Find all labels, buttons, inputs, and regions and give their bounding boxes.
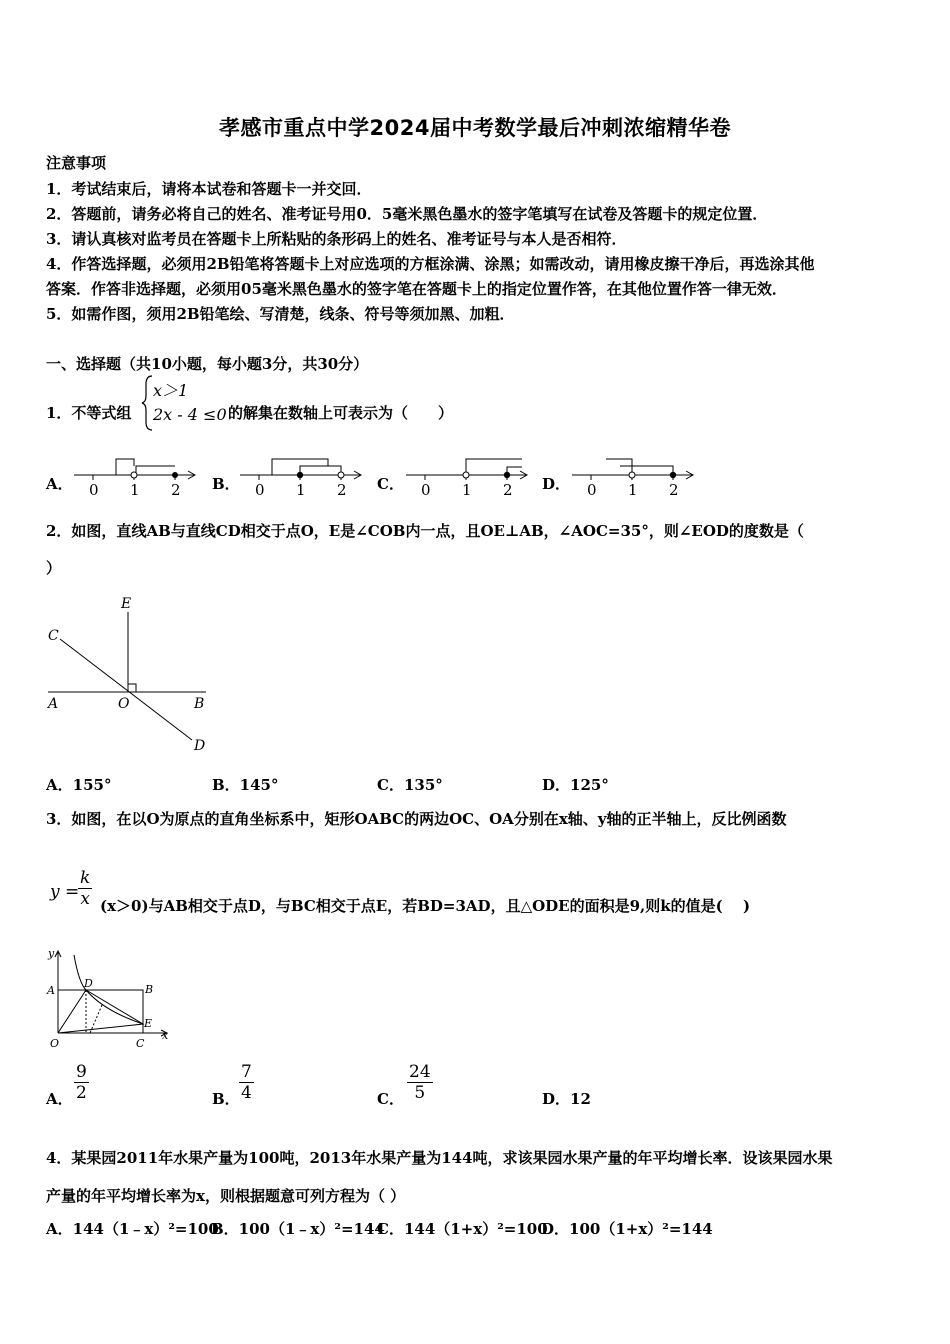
fraction-numerator: 7 xyxy=(241,1062,252,1082)
q3-text: 3．如图，在以O为原点的直角坐标系中，矩形OABC的两边OC、OA分别在x轴、y轴的正半轴上，反比例函数 xyxy=(46,810,787,828)
tick-label: 1 xyxy=(296,481,306,499)
tick-label: 0 xyxy=(89,481,99,499)
q3-formula-fraction xyxy=(78,868,92,909)
q3-option-label: A． xyxy=(46,1090,73,1108)
q3-formula-num: k xyxy=(80,868,91,888)
q1-numberline-d xyxy=(568,455,698,500)
q1-prefix: 1．不等式组 xyxy=(46,404,132,422)
q1-option-label: C． xyxy=(377,475,404,493)
page-title: 孝感市重点中学2024届中考数学最后冲刺浓缩精华卷 xyxy=(219,116,731,140)
tick-label: 0 xyxy=(421,481,431,499)
notice-item: 5．如需作图，须用2B铅笔绘、写清楚，线条、符号等须加黑、加粗． xyxy=(46,305,515,323)
tick-label: 2 xyxy=(669,481,679,499)
q3-formula-den: x xyxy=(78,888,92,909)
point-label: E xyxy=(121,596,132,612)
q3-option-b-fraction xyxy=(239,1062,254,1103)
point-label: A xyxy=(48,696,59,712)
fraction-denominator: 4 xyxy=(241,1083,252,1103)
point-label: O xyxy=(118,696,130,712)
notice-item: 3．请认真核对监考员在答题卡上所粘贴的条形码上的姓名、准考证号与本人是否相符． xyxy=(46,230,627,248)
q1-numberline-c xyxy=(402,455,532,500)
notice-item: 4．作答选择题，必须用2B铅笔将答题卡上对应选项的方框涂满、涂黑；如需改动，请用橡皮擦干净后，再选涂其他 xyxy=(46,255,815,273)
q1-suffix: 的解集在数轴上可表示为（ ） xyxy=(228,404,454,422)
point-label: D xyxy=(84,977,93,990)
q2-figure xyxy=(40,592,220,757)
q2-option: B．145° xyxy=(212,776,279,794)
point-label: O xyxy=(50,1037,60,1050)
point-label: B xyxy=(145,983,154,996)
tick-label: 0 xyxy=(587,481,597,499)
q1-option-label: A． xyxy=(46,475,73,493)
fraction-denominator: 5 xyxy=(407,1082,433,1103)
section-heading: 一、选择题（共10小题，每小题3分，共30分） xyxy=(46,355,369,373)
tick-label: 1 xyxy=(130,481,140,499)
q4-option: B．100（1﹣x）²=144 xyxy=(211,1220,385,1238)
q1-numberline-a xyxy=(70,455,200,500)
tick-label: 2 xyxy=(337,481,347,499)
point-label: D xyxy=(194,738,206,754)
q3-option-label: D．12 xyxy=(542,1090,591,1108)
q3-figure xyxy=(42,945,177,1055)
q3-option-label: C． xyxy=(377,1090,404,1108)
q2-option: C．135° xyxy=(377,776,443,794)
tick-label: 1 xyxy=(628,481,638,499)
point-label: x xyxy=(162,1029,169,1042)
q4-text-cont: 产量的年平均增长率为x，则根据题意可列方程为（ ） xyxy=(46,1187,406,1205)
q4-text: 4．某果园2011年水果产量为100吨，2013年水果产量为144吨，求该果园水果产量的年平均增长率．设该果园水果 xyxy=(46,1149,833,1167)
point-label: C xyxy=(48,628,59,644)
tick-label: 0 xyxy=(255,481,265,499)
fraction-denominator: 2 xyxy=(76,1083,87,1103)
q3-option-label: B． xyxy=(212,1090,240,1108)
notice-heading: 注意事项 xyxy=(46,154,107,172)
q4-option: D．100（1+x）²=144 xyxy=(541,1220,713,1238)
q3-option-c-fraction xyxy=(407,1062,433,1103)
q3-formula-y: y = xyxy=(50,882,80,902)
point-label: y xyxy=(48,947,55,960)
point-label: E xyxy=(144,1017,153,1030)
fraction-numerator: 9 xyxy=(76,1062,87,1082)
q3-text-cont: (x＞0)与AB相交于点D，与BC相交于点E，若BD=3AD，且△ODE的面积是9,则k的值是( ) xyxy=(100,897,751,915)
q2-option: A．155° xyxy=(46,776,112,794)
q1-inequality-1: x＞1 xyxy=(153,381,189,400)
notice-item: 答案．作答非选择题，必须用05毫米黑色墨水的签字笔在答题卡上的指定位置作答，在其他位置作答一律无效． xyxy=(46,280,787,298)
point-label: A xyxy=(47,984,55,997)
tick-label: 2 xyxy=(503,481,513,499)
point-label: B xyxy=(194,696,205,712)
q1-numberline-b xyxy=(236,455,366,500)
tick-label: 2 xyxy=(171,481,181,499)
point-label: C xyxy=(136,1037,145,1050)
q3-option-a-fraction xyxy=(74,1062,89,1103)
q1-inequality-2: 2x - 4 ≤0 xyxy=(153,405,227,424)
q1-option-label: B． xyxy=(212,475,240,493)
q1-brace xyxy=(140,374,154,432)
q1-option-label: D． xyxy=(542,475,571,493)
notice-item: 1．考试结束后，请将本试卷和答题卡一并交回． xyxy=(46,180,372,198)
fraction-numerator: 24 xyxy=(409,1062,431,1082)
q4-option: C．144（1+x）²=100 xyxy=(377,1220,548,1238)
notice-item: 2．答题前，请务必将自己的姓名、准考证号用0．5毫米黑色墨水的签字笔填写在试卷及答题卡的规定位置． xyxy=(46,205,768,223)
q4-option: A．144（1﹣x）²=100 xyxy=(46,1220,219,1238)
q2-option: D．125° xyxy=(542,776,609,794)
q2-text-cont: ） xyxy=(46,559,62,577)
tick-label: 1 xyxy=(462,481,472,499)
q2-text: 2．如图，直线AB与直线CD相交于点O，E是∠COB内一点，且OE⊥AB，∠AOC=35°，则∠EOD的度数是（ xyxy=(46,522,804,540)
